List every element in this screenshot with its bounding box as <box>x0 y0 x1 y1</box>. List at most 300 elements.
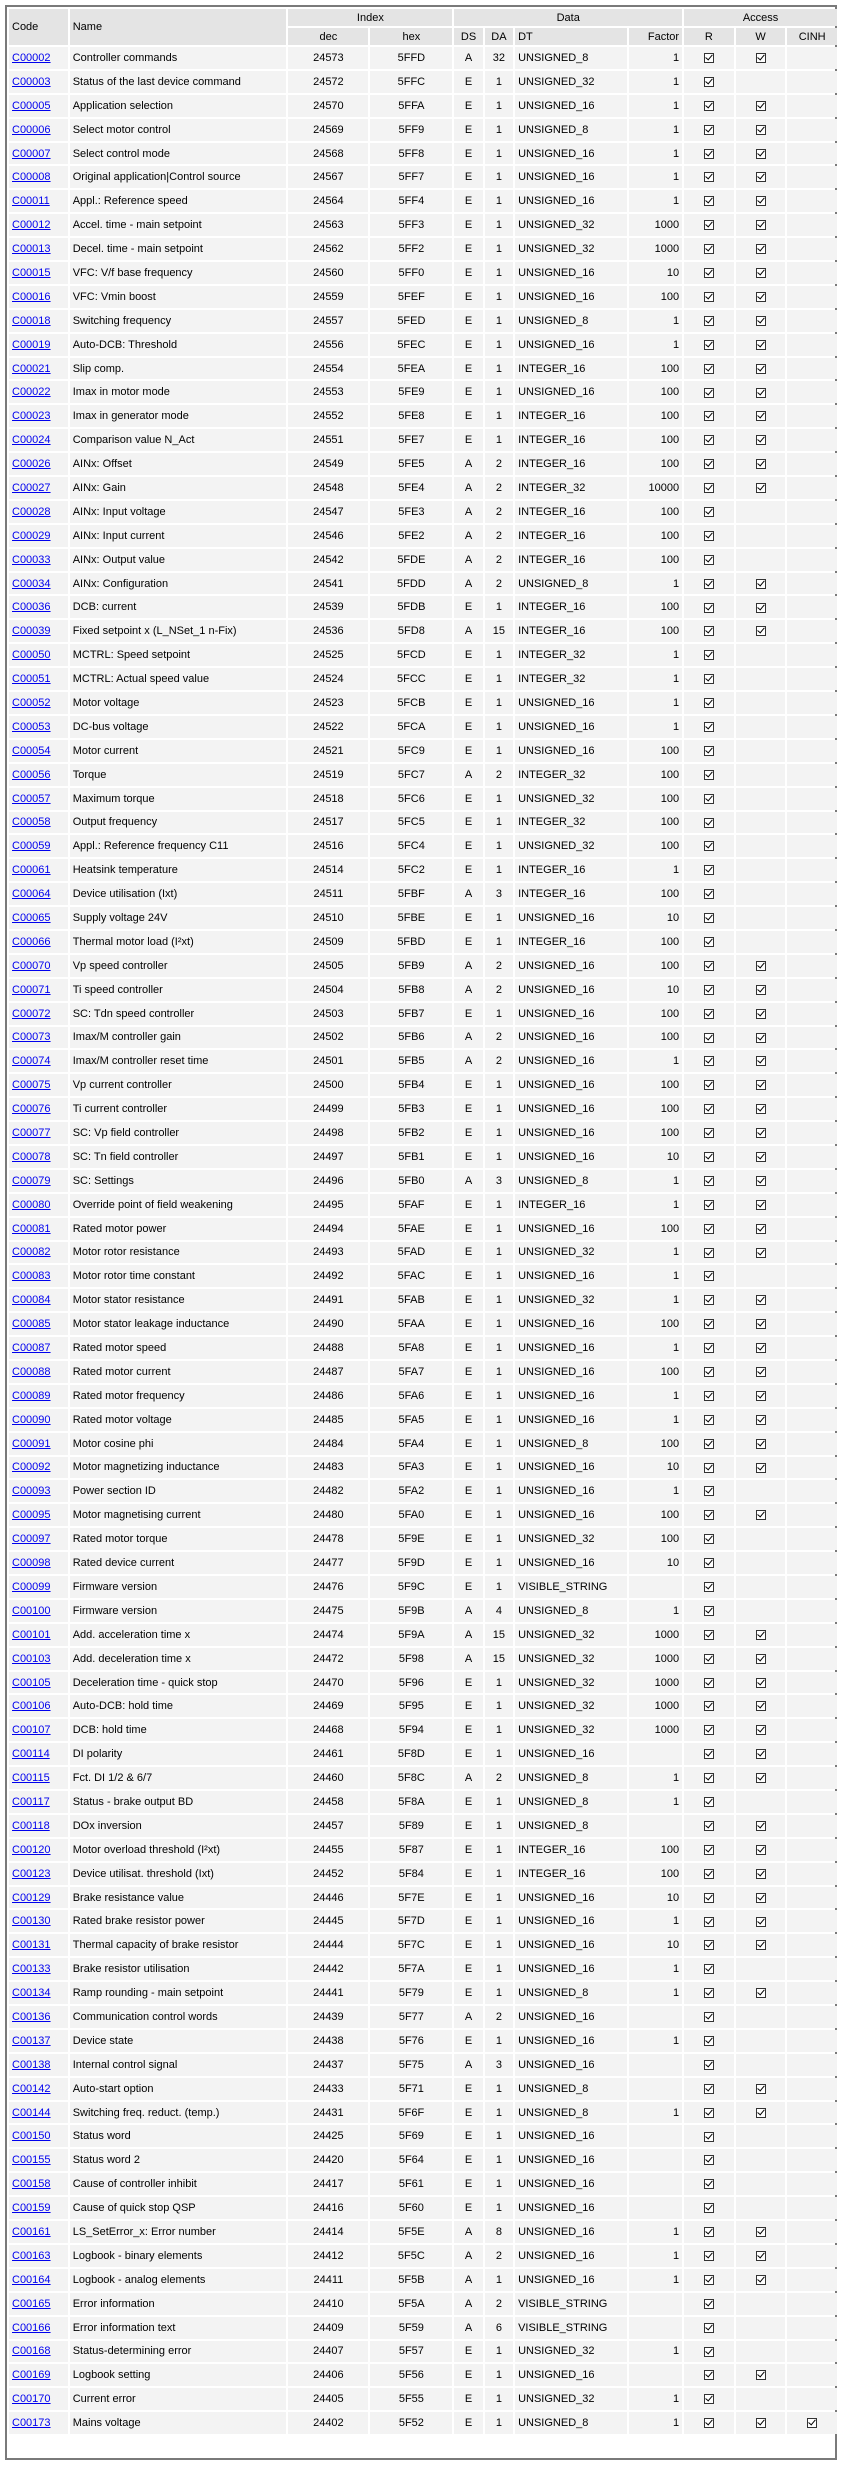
checkbox-checked-icon <box>704 2370 714 2380</box>
access-r-cell <box>684 119 734 141</box>
code-link[interactable]: C00123 <box>12 1867 51 1880</box>
dec-cell: 24402 <box>288 2412 368 2434</box>
checkbox-checked-icon <box>704 841 714 851</box>
code-link[interactable]: C00137 <box>12 2034 51 2047</box>
factor-cell <box>629 2197 682 2219</box>
checkbox-checked-icon <box>704 2108 714 2118</box>
hex-cell: 5F76 <box>370 2030 452 2052</box>
code-link[interactable]: C00054 <box>12 744 51 757</box>
code-link[interactable]: C00029 <box>12 529 51 542</box>
code-link[interactable]: C00052 <box>12 696 51 709</box>
code-cell <box>9 429 68 451</box>
code-link[interactable]: C00077 <box>12 1127 51 1140</box>
ds-cell: E <box>454 1409 482 1431</box>
code-link[interactable]: C00120 <box>12 1843 51 1856</box>
code-link[interactable]: C00144 <box>12 2106 51 2119</box>
checkbox-checked-icon <box>756 244 766 254</box>
access-w-cell <box>736 47 786 69</box>
code-link[interactable]: C00036 <box>12 601 51 614</box>
access-r-cell <box>684 596 734 618</box>
code-link[interactable]: C00115 <box>12 1772 50 1785</box>
ds-cell: A <box>454 549 482 571</box>
access-cinh-cell <box>787 286 837 308</box>
ds-cell: A <box>454 2006 482 2028</box>
table-row <box>9 429 837 451</box>
hex-cell: 5F9C <box>370 1576 452 1598</box>
code-link[interactable]: C00164 <box>12 2273 51 2286</box>
code-link[interactable]: C00079 <box>12 1174 51 1187</box>
name-cell: Logbook - binary elements <box>70 2245 287 2267</box>
access-r-cell <box>684 2197 734 2219</box>
checkbox-checked-icon <box>704 1128 714 1138</box>
access-w-cell <box>736 1504 786 1526</box>
header-index: Index <box>288 9 452 26</box>
code-link[interactable]: C00074 <box>12 1055 51 1068</box>
code-link[interactable]: C00076 <box>12 1103 51 1116</box>
checkbox-checked-icon <box>756 1009 766 1019</box>
da-cell: 1 <box>485 1910 513 1932</box>
da-cell: 1 <box>485 238 513 260</box>
da-cell: 1 <box>485 692 513 714</box>
checkbox-checked-icon <box>704 1415 714 1425</box>
code-cell <box>9 1576 68 1598</box>
table-row <box>9 596 837 618</box>
code-link[interactable]: C00130 <box>12 1915 51 1928</box>
checkbox-checked-icon <box>756 1463 766 1473</box>
access-r-cell <box>684 2006 734 2028</box>
code-link[interactable]: C00166 <box>12 2321 51 2334</box>
ds-cell: E <box>454 2102 482 2124</box>
ds-cell: E <box>454 2030 482 2052</box>
checkbox-checked-icon <box>756 172 766 182</box>
factor-cell: 10 <box>629 1887 682 1909</box>
code-cell <box>9 119 68 141</box>
checkbox-checked-icon <box>704 650 714 660</box>
access-r-cell <box>684 1528 734 1550</box>
code-link[interactable]: C00150 <box>12 2130 51 2143</box>
name-cell: Internal control signal <box>70 2054 287 2076</box>
access-r-cell <box>684 2293 734 2315</box>
access-w-cell <box>736 2221 786 2243</box>
dec-cell: 24517 <box>288 812 368 834</box>
da-cell: 1 <box>485 1839 513 1861</box>
code-cell <box>9 1839 68 1861</box>
code-link[interactable]: C00003 <box>12 75 51 88</box>
access-r-cell <box>684 429 734 451</box>
dec-cell: 24409 <box>288 2317 368 2339</box>
factor-cell: 1000 <box>629 238 682 260</box>
header-factor: Factor <box>629 28 682 45</box>
da-cell: 1 <box>485 1218 513 1240</box>
access-cinh-cell <box>787 1289 837 1311</box>
code-link[interactable]: C00034 <box>12 577 51 590</box>
access-r-cell <box>684 764 734 786</box>
code-link[interactable]: C00006 <box>12 123 51 136</box>
access-cinh-cell <box>787 1910 837 1932</box>
da-cell: 1 <box>485 1409 513 1431</box>
da-cell: 1 <box>485 1863 513 1885</box>
dec-cell: 24511 <box>288 883 368 905</box>
ds-cell: A <box>454 477 482 499</box>
code-link[interactable]: C00093 <box>12 1485 51 1498</box>
hex-cell: 5FEC <box>370 334 452 356</box>
code-link[interactable]: C00170 <box>12 2393 51 2406</box>
access-w-cell <box>736 1146 786 1168</box>
ds-cell: E <box>454 2125 482 2147</box>
code-link[interactable]: C00090 <box>12 1413 51 1426</box>
code-link[interactable]: C00099 <box>12 1580 51 1593</box>
code-link[interactable]: C00158 <box>12 2178 51 2191</box>
code-link[interactable]: C00064 <box>12 888 51 901</box>
code-link[interactable]: C00015 <box>12 266 51 279</box>
code-link[interactable]: C00073 <box>12 1031 51 1044</box>
access-cinh-cell <box>787 2412 837 2434</box>
name-cell: Auto-DCB: hold time <box>70 1695 287 1717</box>
checkbox-checked-icon <box>756 1415 766 1425</box>
table-row <box>9 1982 837 2004</box>
ds-cell: A <box>454 1648 482 1670</box>
code-cell <box>9 1672 68 1694</box>
checkbox-checked-icon <box>704 2418 714 2428</box>
factor-cell: 1 <box>629 2341 682 2363</box>
code-link[interactable]: C00092 <box>12 1461 51 1474</box>
da-cell: 1 <box>485 262 513 284</box>
table-row <box>9 2221 837 2243</box>
ds-cell: A <box>454 2054 482 2076</box>
table-row <box>9 1719 837 1741</box>
hex-cell: 5FF0 <box>370 262 452 284</box>
code-link[interactable]: C00053 <box>12 720 51 733</box>
code-link[interactable]: C00056 <box>12 768 51 781</box>
ds-cell: A <box>454 1050 482 1072</box>
checkbox-checked-icon <box>756 1367 766 1377</box>
access-w-cell <box>736 2388 786 2410</box>
code-link[interactable]: C00114 <box>12 1748 50 1761</box>
name-cell: Output frequency <box>70 812 287 834</box>
code-link[interactable]: C00091 <box>12 1437 51 1450</box>
factor-cell <box>629 2293 682 2315</box>
code-link[interactable]: C00155 <box>12 2154 51 2167</box>
code-link[interactable]: C00173 <box>12 2417 51 2430</box>
ds-cell: E <box>454 381 482 403</box>
code-cell <box>9 238 68 260</box>
access-w-cell <box>736 166 786 188</box>
ds-cell: E <box>454 1552 482 1574</box>
code-link[interactable]: C00084 <box>12 1294 51 1307</box>
access-cinh-cell <box>787 1887 837 1909</box>
code-cell <box>9 1815 68 1837</box>
factor-cell: 100 <box>629 405 682 427</box>
code-link[interactable]: C00012 <box>12 219 51 232</box>
access-cinh-cell <box>787 1242 837 1264</box>
header-w: W <box>736 28 786 45</box>
code-link[interactable]: C00134 <box>12 1987 51 2000</box>
checkbox-checked-icon <box>704 1271 714 1281</box>
factor-cell: 1000 <box>629 1648 682 1670</box>
da-cell: 1 <box>485 1457 513 1479</box>
access-w-cell <box>736 1337 786 1359</box>
da-cell: 2 <box>485 573 513 595</box>
da-cell: 3 <box>485 1170 513 1192</box>
code-link[interactable]: C00028 <box>12 505 51 518</box>
access-w-cell <box>736 859 786 881</box>
access-cinh-cell <box>787 596 837 618</box>
code-link[interactable]: C00033 <box>12 553 51 566</box>
code-link[interactable]: C00072 <box>12 1007 51 1020</box>
code-link[interactable]: C00103 <box>12 1652 51 1665</box>
code-link[interactable]: C00136 <box>12 2010 51 2023</box>
code-link[interactable]: C00133 <box>12 1963 51 1976</box>
table-row <box>9 2102 837 2124</box>
dt-cell: UNSIGNED_16 <box>515 1361 627 1383</box>
checkbox-checked-icon <box>704 220 714 230</box>
code-link[interactable]: C00023 <box>12 410 51 423</box>
checkbox-checked-icon <box>756 1988 766 1998</box>
code-cell <box>9 644 68 666</box>
code-cell <box>9 1743 68 1765</box>
dt-cell: UNSIGNED_16 <box>515 1743 627 1765</box>
code-link[interactable]: C00080 <box>12 1198 51 1211</box>
code-link[interactable]: C00138 <box>12 2058 51 2071</box>
checkbox-checked-icon <box>704 1152 714 1162</box>
ds-cell: A <box>454 1767 482 1789</box>
code-link[interactable]: C00075 <box>12 1079 51 1092</box>
access-w-cell <box>736 1313 786 1335</box>
ds-cell: E <box>454 1003 482 1025</box>
factor-cell: 10 <box>629 262 682 284</box>
code-link[interactable]: C00129 <box>12 1891 51 1904</box>
access-w-cell <box>736 1910 786 1932</box>
code-link[interactable]: C00022 <box>12 386 51 399</box>
dt-cell: UNSIGNED_16 <box>515 2030 627 2052</box>
code-link[interactable]: C00021 <box>12 362 51 375</box>
access-cinh-cell <box>787 1743 837 1765</box>
code-link[interactable]: C00065 <box>12 912 51 924</box>
code-link[interactable]: C00131 <box>12 1939 51 1952</box>
access-w-cell <box>736 1624 786 1646</box>
checkbox-checked-icon <box>704 937 714 947</box>
da-cell: 1 <box>485 931 513 953</box>
dt-cell: UNSIGNED_16 <box>515 1409 627 1431</box>
code-link[interactable]: C00081 <box>12 1222 51 1235</box>
da-cell: 1 <box>485 1361 513 1383</box>
table-row <box>9 2149 837 2171</box>
dt-cell: INTEGER_16 <box>515 931 627 953</box>
code-cell <box>9 2317 68 2339</box>
code-link[interactable]: C00117 <box>12 1795 50 1808</box>
checkbox-checked-icon <box>756 435 766 445</box>
code-link[interactable]: C00168 <box>12 2345 51 2358</box>
code-link[interactable]: C00100 <box>12 1604 51 1617</box>
name-cell: Rated motor current <box>70 1361 287 1383</box>
access-w-cell <box>736 71 786 93</box>
access-w-cell <box>736 429 786 451</box>
code-link[interactable]: C00082 <box>12 1246 51 1259</box>
code-link[interactable]: C00061 <box>12 864 51 877</box>
hex-cell: 5FAC <box>370 1265 452 1287</box>
dt-cell: UNSIGNED_8 <box>515 1791 627 1813</box>
code-link[interactable]: C00107 <box>12 1724 51 1737</box>
access-r-cell <box>684 955 734 977</box>
code-link[interactable]: C00071 <box>12 983 51 996</box>
code-link[interactable]: C00002 <box>12 51 51 64</box>
code-link[interactable]: C00118 <box>12 1819 50 1832</box>
checkbox-checked-icon <box>704 985 714 995</box>
checkbox-checked-icon <box>756 1080 766 1090</box>
dt-cell: UNSIGNED_8 <box>515 2102 627 2124</box>
dec-cell: 24475 <box>288 1600 368 1622</box>
dec-cell: 24431 <box>288 2102 368 2124</box>
factor-cell: 1 <box>629 716 682 738</box>
code-link[interactable]: C00051 <box>12 673 51 686</box>
code-link[interactable]: C00024 <box>12 434 51 447</box>
ds-cell: E <box>454 190 482 212</box>
code-link[interactable]: C00050 <box>12 649 51 662</box>
code-link[interactable]: C00085 <box>12 1318 51 1331</box>
code-link[interactable]: C00089 <box>12 1389 51 1402</box>
code-link[interactable]: C00013 <box>12 243 51 256</box>
code-link[interactable]: C00169 <box>12 2369 51 2382</box>
dec-cell: 24494 <box>288 1218 368 1240</box>
checkbox-checked-icon <box>704 531 714 541</box>
code-link[interactable]: C00066 <box>12 935 51 948</box>
ds-cell: A <box>454 2293 482 2315</box>
code-link[interactable]: C00161 <box>12 2225 51 2238</box>
checkbox-checked-icon <box>756 603 766 613</box>
checkbox-checked-icon <box>704 149 714 159</box>
dt-cell: UNSIGNED_8 <box>515 2412 627 2434</box>
code-link[interactable]: C00142 <box>12 2082 51 2095</box>
access-cinh-cell <box>787 740 837 762</box>
table-row <box>9 620 837 642</box>
table-row <box>9 238 837 260</box>
access-r-cell <box>684 95 734 117</box>
da-cell: 1 <box>485 1385 513 1407</box>
code-link[interactable]: C00027 <box>12 481 51 494</box>
code-link[interactable]: C00098 <box>12 1557 51 1570</box>
ds-cell: A <box>454 2245 482 2267</box>
da-cell: 4 <box>485 1600 513 1622</box>
checkbox-checked-icon <box>756 1654 766 1664</box>
dt-cell: INTEGER_32 <box>515 668 627 690</box>
ds-cell: E <box>454 2197 482 2219</box>
name-cell: Maximum torque <box>70 788 287 810</box>
code-link[interactable]: C00078 <box>12 1150 51 1163</box>
code-cell <box>9 1863 68 1885</box>
code-link[interactable]: C00087 <box>12 1342 51 1355</box>
name-cell: Slip comp. <box>70 358 287 380</box>
checkbox-checked-icon <box>756 292 766 302</box>
access-w-cell <box>736 1672 786 1694</box>
access-w-cell <box>736 238 786 260</box>
hex-cell: 5FB5 <box>370 1050 452 1072</box>
da-cell: 1 <box>485 381 513 403</box>
code-link[interactable]: C00005 <box>12 99 51 112</box>
code-link[interactable]: C00163 <box>12 2249 51 2262</box>
code-cell <box>9 1361 68 1383</box>
code-link[interactable]: C00165 <box>12 2297 51 2310</box>
code-link[interactable]: C00026 <box>12 458 51 471</box>
factor-cell: 100 <box>629 1433 682 1455</box>
checkbox-checked-icon <box>704 1391 714 1401</box>
table-row <box>9 2173 837 2195</box>
code-link[interactable]: C00018 <box>12 314 51 327</box>
code-link[interactable]: C00011 <box>12 195 50 208</box>
table-body <box>9 47 837 2434</box>
ds-cell: E <box>454 907 482 929</box>
code-link[interactable]: C00008 <box>12 171 51 184</box>
access-r-cell <box>684 405 734 427</box>
code-link[interactable]: C00016 <box>12 290 51 303</box>
access-cinh-cell <box>787 668 837 690</box>
code-link[interactable]: C00058 <box>12 816 51 829</box>
code-cell <box>9 1027 68 1049</box>
ds-cell: E <box>454 238 482 260</box>
code-link[interactable]: C00097 <box>12 1533 51 1546</box>
code-cell <box>9 1265 68 1287</box>
code-link[interactable]: C00105 <box>12 1676 51 1689</box>
dt-cell: UNSIGNED_16 <box>515 2006 627 2028</box>
code-cell <box>9 2054 68 2076</box>
ds-cell: E <box>454 1695 482 1717</box>
da-cell: 1 <box>485 2364 513 2386</box>
checkbox-checked-icon <box>756 1701 766 1711</box>
table-row <box>9 310 837 332</box>
dt-cell: INTEGER_16 <box>515 1194 627 1216</box>
name-cell: AINx: Output value <box>70 549 287 571</box>
checkbox-checked-icon <box>704 2347 714 2357</box>
access-r-cell <box>684 1743 734 1765</box>
code-link[interactable]: C00159 <box>12 2202 51 2215</box>
checkbox-checked-icon <box>704 770 714 780</box>
hex-cell: 5FAE <box>370 1218 452 1240</box>
code-link[interactable]: C00039 <box>12 625 51 638</box>
da-cell: 1 <box>485 1504 513 1526</box>
ds-cell: E <box>454 668 482 690</box>
dec-cell: 24505 <box>288 955 368 977</box>
hex-cell: 5F7D <box>370 1910 452 1932</box>
code-link[interactable]: C00070 <box>12 959 51 972</box>
hex-cell: 5F8D <box>370 1743 452 1765</box>
name-cell: VFC: Vmin boost <box>70 286 287 308</box>
hex-cell: 5FCC <box>370 668 452 690</box>
hex-cell: 5FA2 <box>370 1480 452 1502</box>
code-link[interactable]: C00101 <box>12 1628 51 1641</box>
ds-cell: E <box>454 835 482 857</box>
code-link[interactable]: C00106 <box>12 1700 51 1713</box>
code-link[interactable]: C00019 <box>12 338 51 351</box>
dec-cell: 24557 <box>288 310 368 332</box>
code-link[interactable]: C00095 <box>12 1509 51 1522</box>
access-r-cell <box>684 214 734 236</box>
code-link[interactable]: C00059 <box>12 840 51 853</box>
access-w-cell <box>736 2245 786 2267</box>
checkbox-checked-icon <box>704 2060 714 2070</box>
code-cell <box>9 1504 68 1526</box>
access-r-cell <box>684 2412 734 2434</box>
access-cinh-cell <box>787 1409 837 1431</box>
access-cinh-cell <box>787 1170 837 1192</box>
hex-cell: 5F71 <box>370 2078 452 2100</box>
code-link[interactable]: C00083 <box>12 1270 51 1283</box>
da-cell: 1 <box>485 1265 513 1287</box>
checkbox-checked-icon <box>756 579 766 589</box>
dt-cell: UNSIGNED_32 <box>515 2388 627 2410</box>
code-link[interactable]: C00057 <box>12 792 51 805</box>
code-link[interactable]: C00007 <box>12 147 51 160</box>
code-link[interactable]: C00088 <box>12 1365 51 1378</box>
access-r-cell <box>684 1027 734 1049</box>
